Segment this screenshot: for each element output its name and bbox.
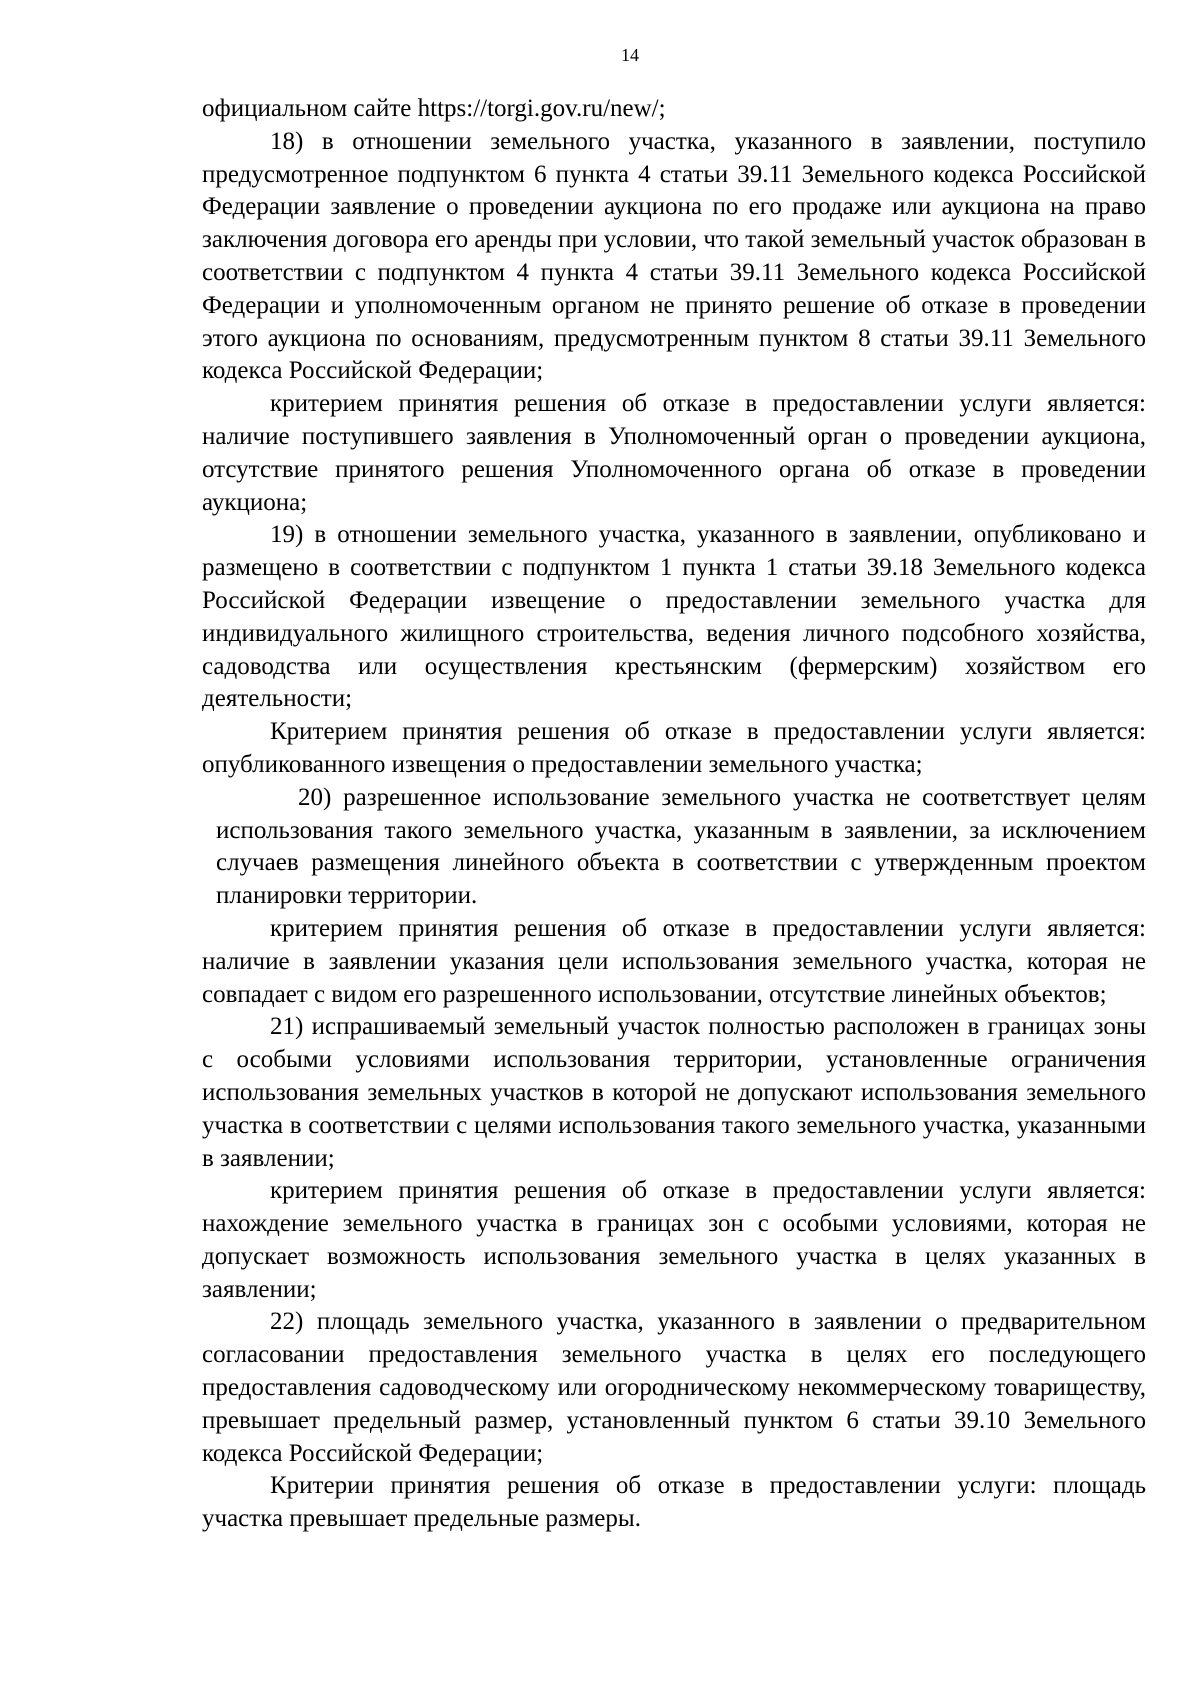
page-number: 14 — [621, 45, 639, 65]
paragraph-criterion-20: критерием принятия решения об отказе в предоставлении услуги является: наличие в заявлении указания цели использования земельного участка, которая не совпадает с видом его разрешенного использовании, отсутствие линейных объектов; — [202, 914, 1146, 1008]
paragraph-item-18: 18) в отношении земельного участка, указанного в заявлении, поступило предусмотренное подпунктом 6 пункта 4 статьи 39.11 Земельного кодекса Российской Федерации заявление о проведении аукциона по его продаже или аукциона на право заключения договора его аренды при условии, что такой земельный участок образован в соответствии с подпунктом 4 пункта 4 статьи 39.11 Земельного кодекса Российской Федерации и уполномоченным органом не принято решение об отказе в проведении этого аукциона по основаниям, предусмотренным пунктом 8 статьи 39.11 Земельного кодекса Российской Федерации; — [202, 127, 1146, 385]
paragraph-continuation: официальном сайте https://torgi.gov.ru/new/; — [202, 95, 666, 122]
paragraph-criterion-22: Критерии принятия решения об отказе в предоставлении услуги: площадь участка превышает предельные размеры. — [202, 1472, 1146, 1533]
document-body — [202, 93, 1146, 1536]
paragraph-item-19: 19) в отношении земельного участка, указанного в заявлении, опубликовано и размещено в соответствии с подпунктом 1 пункта 1 статьи 39.18 Земельного кодекса Российской Федерации извещение о предоставлении земельного участка для индивидуального жилищного строительства, ведения личного подсобного хозяйства, садоводства или осуществления крестьянским (фермерским) хозяйством его деятельности; — [202, 521, 1146, 713]
paragraph-item-22: 22) площадь земельного участка, указанного в заявлении о предварительном согласовании предоставления земельного участка в целях его последующего предоставления садоводческому или огородническому некоммерческому товариществу, превышает предельный размер, установленный пунктом 6 статьи 39.10 Земельного кодекса Российской Федерации; — [202, 1308, 1146, 1467]
paragraph-item-21: 21) испрашиваемый земельный участок полностью расположен в границах зоны с особыми условиями использования территории, установленные ограничения использования земельных участков в которой не допускают использования земельного участка в соответствии с целями использования такого земельного участка, указанными в заявлении; — [202, 1013, 1146, 1172]
paragraph-item-20: 20) разрешенное использование земельного участка не соответствует целям использования такого земельного участка, указанным в заявлении, за исключением случаев размещения линейного объекта в соответствии с утвержденным проектом планировки территории. — [216, 783, 1146, 910]
paragraph-criterion-19: Критерием принятия решения об отказе в предоставлении услуги является: опубликованного извещения о предоставлении земельного участка; — [202, 718, 1146, 778]
paragraph-criterion-21: критерием принятия решения об отказе в предоставлении услуги является: нахождение земельного участка в границах зон с особыми условиями, которая не допускает возможность использования земельного участка в целях указанных в заявлении; — [202, 1177, 1146, 1303]
paragraph-criterion-18: критерием принятия решения об отказе в предоставлении услуги является: наличие поступившего заявления в Уполномоченный орган о проведении аукциона, отсутствие принятого решения Уполномоченного органа об отказе в проведении аукциона; — [202, 390, 1146, 516]
